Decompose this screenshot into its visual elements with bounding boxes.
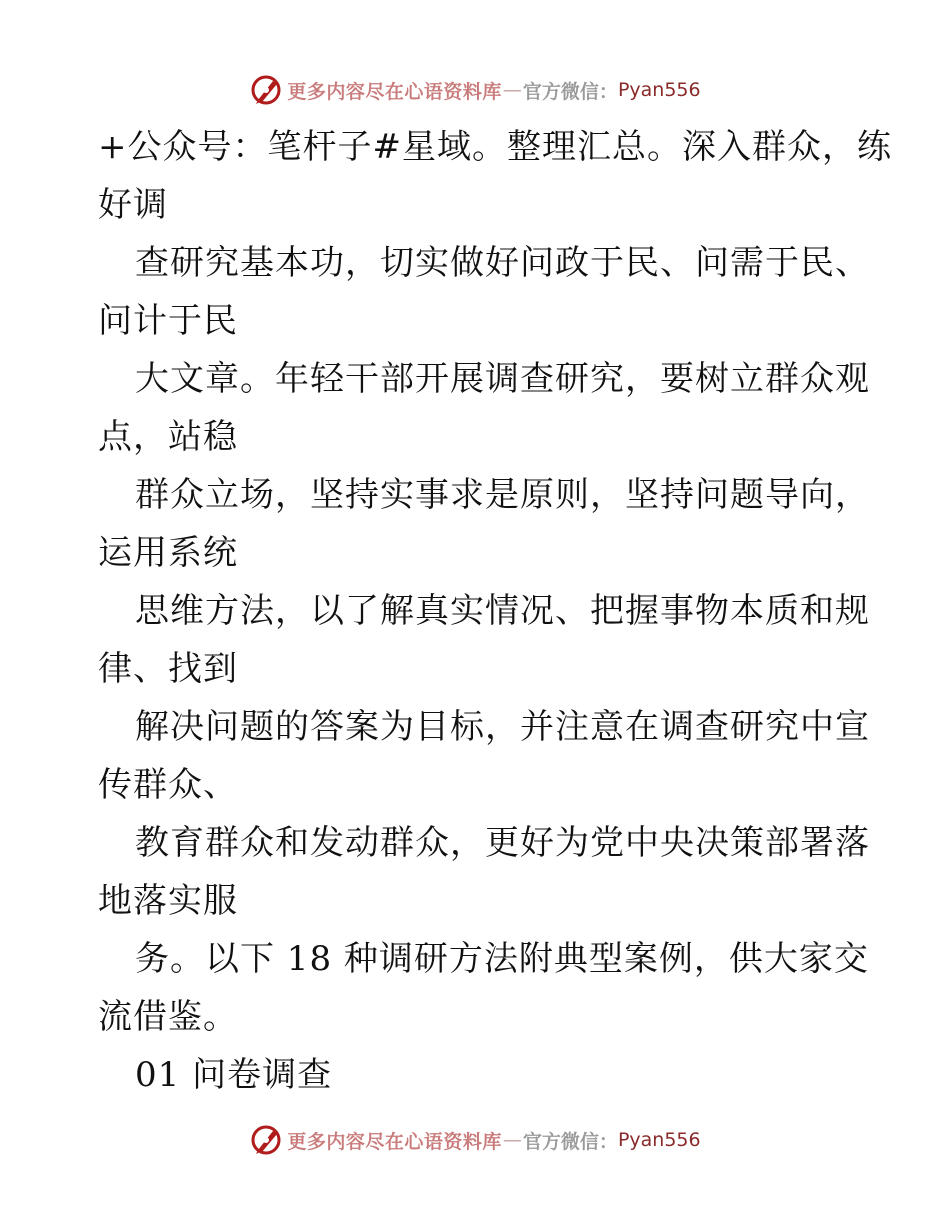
text-line: 务。以下 18 种调研方法附典型案例，供大家交 bbox=[135, 939, 869, 979]
document-body bbox=[98, 118, 892, 1104]
text-line: 好调 bbox=[98, 185, 168, 225]
pen-logo-icon bbox=[249, 1123, 283, 1157]
text-line: 流借鉴。 bbox=[98, 997, 238, 1037]
text-line: 大文章。年轻干部开展调查研究，要树立群众观 bbox=[135, 359, 870, 399]
watermark-separator: — bbox=[502, 1129, 522, 1151]
pen-logo-icon bbox=[249, 73, 283, 107]
header-watermark bbox=[0, 70, 950, 110]
section-heading: 01 问卷调查 bbox=[135, 1055, 333, 1095]
watermark-main-text: 更多内容尽在心语资料库 bbox=[287, 1130, 502, 1153]
text-line: 点，站稳 bbox=[98, 417, 238, 457]
footer-watermark bbox=[0, 1120, 950, 1160]
watermark-main-text: 更多内容尽在心语资料库 bbox=[287, 80, 502, 103]
text-line: 群众立场，坚持实事求是原则，坚持问题导向， bbox=[135, 475, 870, 515]
text-line: 教育群众和发动群众，更好为党中央决策部署落 bbox=[135, 823, 870, 863]
watermark-separator: — bbox=[502, 79, 522, 101]
text-line: 思维方法，以了解真实情况、把握事物本质和规 bbox=[135, 591, 870, 631]
text-line: 运用系统 bbox=[98, 533, 238, 573]
watermark-wechat-id: Pyan556 bbox=[617, 1129, 701, 1151]
watermark-wechat-label: 官方微信： bbox=[522, 1130, 618, 1153]
text-line: 解决问题的答案为目标，并注意在调查研究中宣 bbox=[135, 707, 870, 747]
text-line: 问计于民 bbox=[98, 301, 238, 341]
watermark-wechat-id: Pyan556 bbox=[617, 79, 701, 101]
text-line: 律、找到 bbox=[98, 649, 238, 689]
watermark-wechat-label: 官方微信： bbox=[522, 80, 618, 103]
text-line: 地落实服 bbox=[98, 881, 238, 921]
text-line: +公众号：笔杆子#星域。整理汇总。深入群众，练 bbox=[98, 127, 892, 167]
text-line: 查研究基本功，切实做好问政于民、问需于民、 bbox=[135, 243, 870, 283]
text-line: 传群众、 bbox=[98, 765, 238, 805]
